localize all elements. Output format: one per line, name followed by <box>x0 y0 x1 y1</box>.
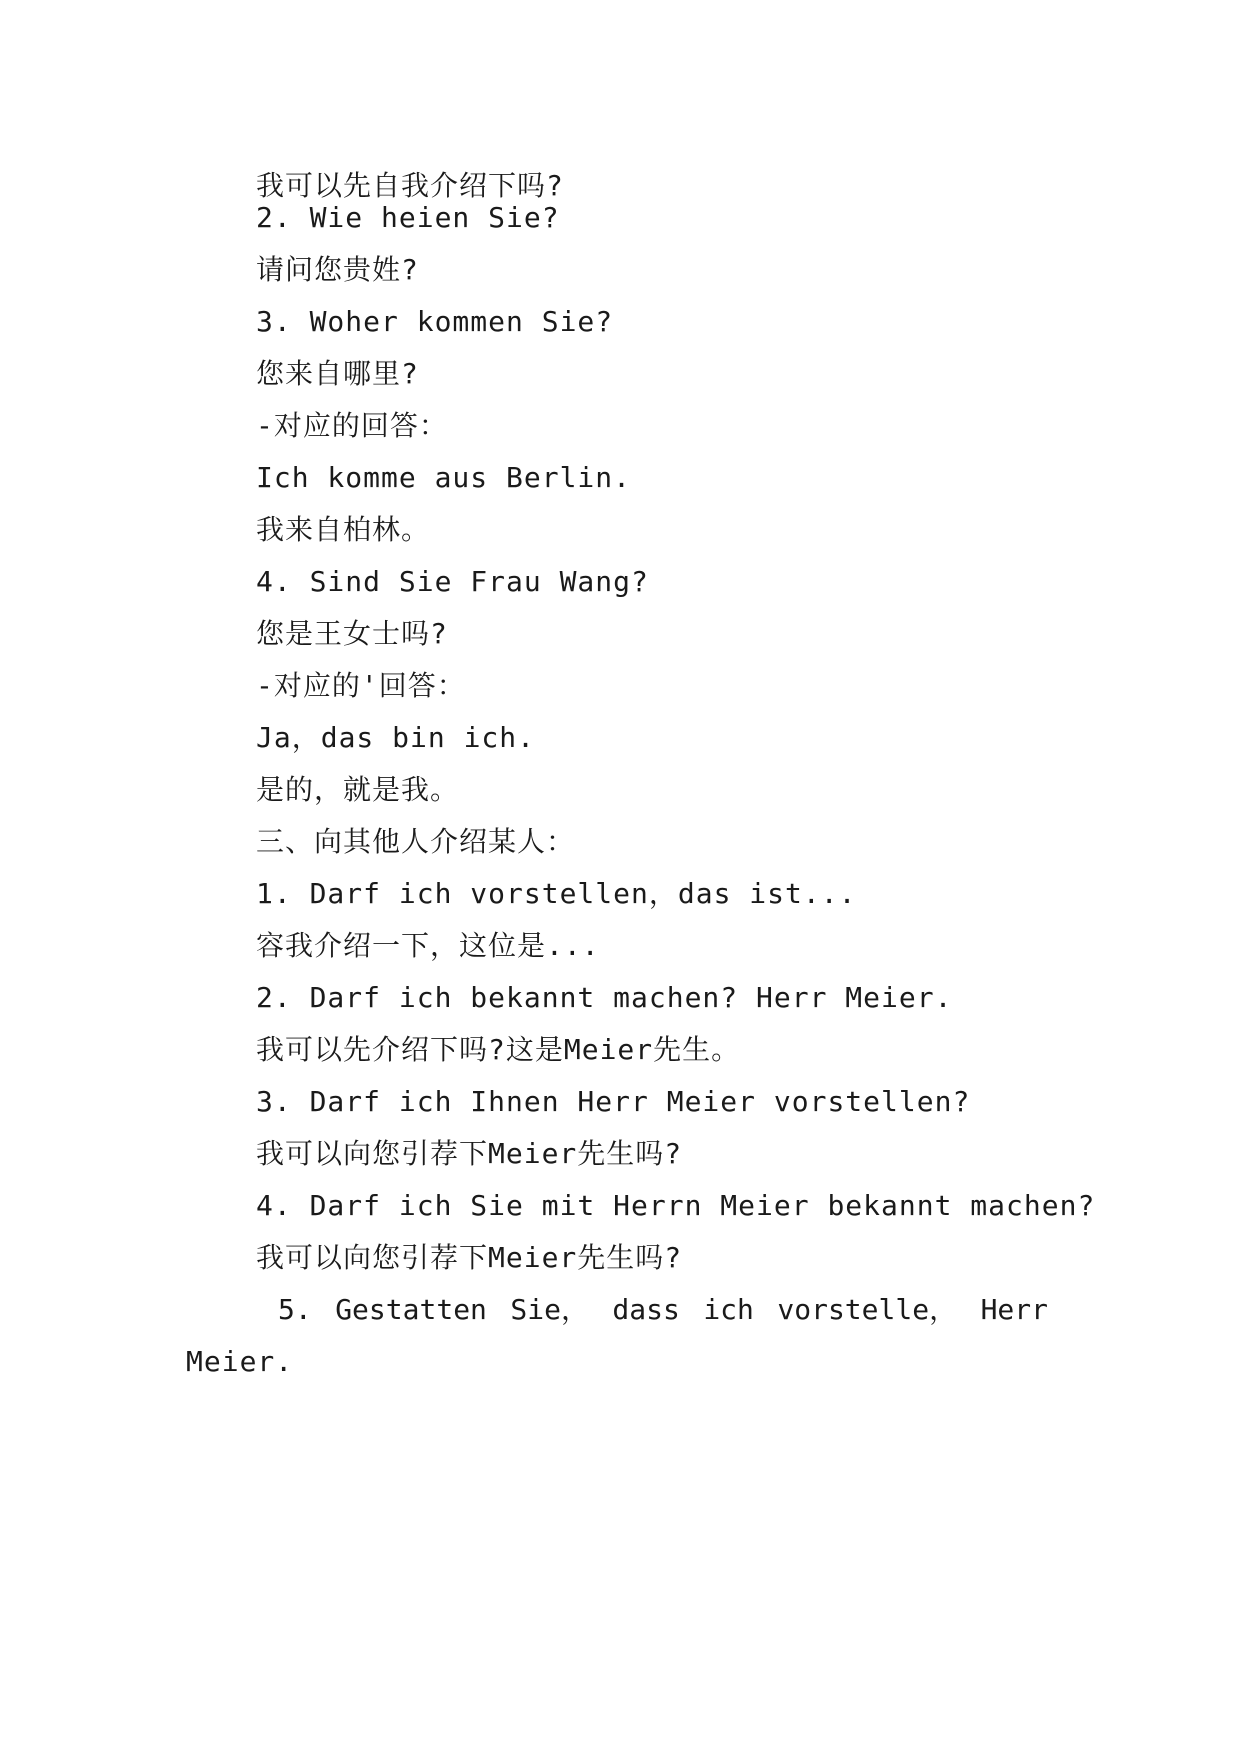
text-line: 请问您贵姓? <box>256 253 419 286</box>
text-line: 3. Woher kommen Sie? <box>256 305 614 338</box>
text-line: -对应的'回答： <box>256 669 466 702</box>
text-line: 我可以向您引荐下Meier先生吗? <box>256 1137 683 1170</box>
text-line: 2. Darf ich bekannt machen? Herr Meier. <box>256 981 953 1014</box>
justified-paragraph-line <box>278 1290 1048 1330</box>
text-line: 4. Darf ich Sie mit Herrn Meier bekannt machen? <box>256 1189 1096 1222</box>
text-line: 我可以向您引荐下Meier先生吗? <box>256 1241 683 1274</box>
word: ich <box>703 1293 754 1326</box>
text-line: 我来自柏林。 <box>256 513 431 546</box>
text-line: 您来自哪里? <box>256 357 419 390</box>
text-line: 2. Wie heien Sie? <box>256 201 560 234</box>
text-line: 容我介绍一下，这位是... <box>256 929 600 962</box>
section-heading: 三、向其他人介绍某人： <box>256 825 576 858</box>
text-line: 您是王女士吗? <box>256 617 448 650</box>
text-line: Ja，das bin ich. <box>256 721 536 754</box>
text-line: 4. Sind Sie Frau Wang? <box>256 565 649 598</box>
word: dass <box>612 1293 680 1326</box>
word: Gestatten <box>335 1293 487 1326</box>
text-line: 3. Darf ich Ihnen Herr Meier vorstellen? <box>256 1085 971 1118</box>
text-line: 我可以先介绍下吗?这是Meier先生。 <box>256 1033 741 1066</box>
word: Herr <box>980 1293 1048 1326</box>
word: Sie， <box>510 1293 589 1326</box>
word: 5. <box>278 1293 312 1326</box>
text-line: 是的，就是我。 <box>256 773 460 806</box>
text-line: 我可以先自我介绍下吗? <box>256 169 564 202</box>
text-line: 1. Darf ich vorstellen，das ist... <box>256 877 857 910</box>
word: vorstelle， <box>777 1293 958 1326</box>
text-line: Ich komme aus Berlin. <box>256 461 632 494</box>
text-line: -对应的回答： <box>256 409 448 442</box>
paragraph-continuation: Meier. <box>186 1345 294 1378</box>
